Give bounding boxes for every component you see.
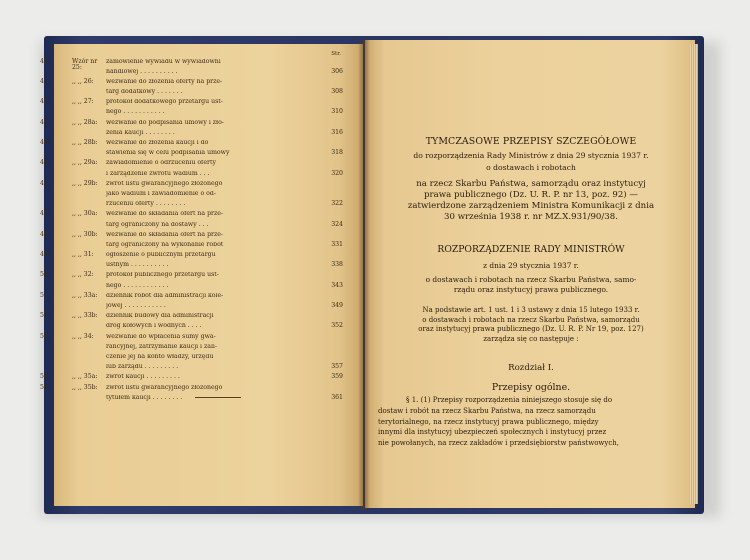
- toc-row: [40, 140, 345, 160]
- approval-paragraph: na rzecz Skarbu Państwa, samorządu oraz instytucyj prawa publicznego (Dz. U. R. P. nr 13, poz. 92) — zatwierdzone zarządzeniem Ministra Komunikacji z dnia 30 września 1938 r. nr MZ.X.931/90/38.: [407, 179, 655, 222]
- toc-row-number: 53.: [40, 332, 50, 340]
- toc-row: [40, 272, 345, 292]
- toc-row-page: 331: [331, 240, 343, 248]
- toc-row-description: protokół publicznego przetargu ust- nego . . . . . . . . . . . .: [106, 272, 219, 289]
- toc-end-rule: [195, 397, 241, 398]
- toc-row: [40, 211, 345, 231]
- toc-row-form: ,, ,, 33b:: [72, 312, 98, 320]
- toc-row: [40, 160, 345, 180]
- toc-row-description: zwrot listu gwarancyjnego złożonego jako wadium i zawiadomienie o od- rzuceniu oferty . . . . . . . .: [106, 180, 223, 208]
- toc-row: [40, 293, 345, 313]
- ordinance-title: o dostawach i robotach na rzecz Skarbu Państwa, samo- rządu oraz instytucyj prawa publicznego.: [425, 275, 637, 295]
- toc-row-page: 308: [331, 88, 343, 96]
- toc-row: [40, 313, 345, 333]
- toc-row-number: 55.: [40, 383, 50, 391]
- chapter-title: Przepisy ogólne.: [491, 382, 571, 393]
- paragraph-1: § 1. (1) Przepisy rozporządzenia niniejszego stosuje się do dostaw i robót na rzecz Skarbu Państwa, na rzecz samorządu terytorialnego, na rzecz instytucyj prawa publicznego, między innymi dla instytucyj ubezpieczeń społecznych i instytucyj przez nie powołanych, na rzecz zakładów i przedsiębiorstw państwowych,: [378, 396, 620, 448]
- toc-row-form: ,, ,, 28a:: [72, 118, 98, 126]
- toc-row-page: 338: [331, 261, 343, 269]
- toc-row-form: ,, ,, 35b:: [72, 383, 98, 391]
- toc-row-page: 343: [331, 281, 343, 289]
- toc-row-description: dziennik robót dla administracji kole- jowej . . . . . . . . . . .: [106, 292, 224, 309]
- toc-row-form: Wzór nr 25:: [72, 57, 98, 71]
- toc-row: [40, 181, 345, 212]
- toc-row-number: 49.: [40, 251, 50, 259]
- toc-row: [40, 79, 345, 99]
- toc-row-page: 361: [331, 393, 343, 401]
- toc-row: [40, 120, 345, 140]
- toc-row-number: 44.: [40, 139, 50, 146]
- toc-row-form: ,, ,, 26:: [72, 77, 94, 85]
- toc-row-page: 306: [331, 67, 343, 75]
- toc-row-page: 320: [331, 169, 343, 177]
- toc-row-page: 352: [331, 322, 343, 330]
- toc-row-number: 41.: [40, 77, 50, 85]
- toc-row-number: 45.: [40, 159, 50, 167]
- heading-sub-1: do rozporządzenia Rady Ministrów z dnia 29 stycznia 1937 r.: [413, 151, 649, 160]
- toc-row-form: ,, ,, 32:: [72, 271, 94, 279]
- toc-row-form: ,, ,, 29b:: [72, 179, 98, 187]
- toc-row-page: 359: [331, 373, 343, 381]
- toc-row-form: ,, ,, 35a:: [72, 373, 98, 381]
- toc-row: [40, 252, 345, 272]
- toc-row-description: zwrot kaucji . . . . . . . . .: [106, 374, 180, 381]
- toc-row-form: ,, ,, 31:: [72, 251, 94, 259]
- toc-row-form: ,, ,, 27:: [72, 98, 94, 106]
- toc-row-page: 357: [331, 363, 343, 371]
- toc-row-number: 48.: [40, 230, 50, 238]
- toc-row-form: ,, ,, 28b:: [72, 139, 98, 146]
- toc-row-number: 52.: [40, 312, 50, 320]
- page-edges: [690, 44, 698, 504]
- toc-row-form: ,, ,, 33a:: [72, 291, 98, 299]
- toc-row-page: 310: [331, 108, 343, 116]
- toc-row-description: dziennik budowy dla administracji dróg kołowych i wodnych . . . .: [106, 313, 214, 330]
- toc-row-page: 322: [331, 200, 343, 208]
- table-of-forms: [40, 52, 345, 405]
- toc-row-description: zamówienie wywiadu w wywiadowni handlowej . . . . . . . . . .: [106, 58, 221, 75]
- toc-row-form: ,, ,, 30b:: [72, 230, 98, 238]
- toc-row-description: wezwanie do podpisania umowy i zło- żenia kaucji . . . . . . . .: [106, 119, 224, 136]
- toc-row-number: 46.: [40, 179, 50, 187]
- toc-row-description: wezwanie do składania ofert na prze- targ ograniczony na dostawy . . .: [106, 211, 223, 228]
- toc-page-header: Str.: [331, 51, 341, 57]
- toc-row: [40, 334, 345, 375]
- toc-row-description: zwrot listu gwarancyjnego złożonego tytułem kaucji . . . . . . . .: [106, 384, 223, 401]
- chapter-number: Rozdział I.: [508, 363, 554, 373]
- toc-row: [40, 99, 345, 119]
- heading-provisional-regulations: TYMCZASOWE PRZEPISY SZCZEGÓŁOWE: [425, 136, 637, 147]
- toc-row-page: 349: [331, 302, 343, 309]
- legal-basis: Na podstawie art. 1 ust. 1 i 3 ustawy z dnia 15 lutego 1933 r. o dostawach i robotach na rzecz Skarbu Państwa, samorządu oraz instytucyj prawa publicznego (Dz. U. R. P. Nr 19, poz. 127) zarządza się co następuje :: [418, 306, 644, 343]
- toc-row-description: wezwanie do wpłacenia sumy gwa- rancyjnej, zatrzymanie kaucji i zali- czenie jej na konto władzy, urzędu lub zarządu . . . . . . . . .: [106, 333, 218, 371]
- book-gutter: [358, 40, 370, 510]
- toc-row: [40, 59, 345, 79]
- toc-row-description: wezwanie do złożenia oferty na prze- targ dodatkowy . . . . . . .: [106, 78, 223, 96]
- toc-row-form: ,, ,, 30a:: [72, 210, 98, 218]
- ordinance-date: z dnia 29 stycznia 1937 r.: [483, 261, 579, 270]
- toc-row-description: wezwanie do składania ofert na prze- targ ograniczony na wykonanie robót: [106, 231, 224, 248]
- toc-row-description: protokół dodatkowego przetargu ust- nego . . . . . . . . . . .: [106, 99, 223, 116]
- toc-row-number: 51.: [40, 291, 50, 299]
- toc-row: [40, 232, 345, 252]
- toc-row-page: 318: [331, 149, 343, 157]
- toc-row-description: ogłoszenie o publicznym przetargu ustnym . . . . . . . . . .: [106, 252, 216, 269]
- toc-row: [40, 385, 345, 405]
- toc-row-page: 324: [331, 220, 343, 228]
- toc-row-number: 54.: [40, 373, 50, 381]
- toc-row-number: 43.: [40, 118, 50, 126]
- toc-row-form: ,, ,, 29a:: [72, 159, 98, 167]
- toc-row-number: 50.: [40, 271, 50, 279]
- heading-ordinance: ROZPORZĄDZENIE RADY MINISTRÓW: [437, 244, 625, 255]
- toc-row-page: 316: [331, 128, 343, 136]
- toc-row-number: 42.: [40, 98, 50, 106]
- toc-row-description: zawiadomienie o odrzuceniu oferty i zarządzenie zwrotu wadium . . .: [106, 160, 216, 177]
- toc-row-form: ,, ,, 34:: [72, 332, 94, 340]
- toc-row-number: 47.: [40, 210, 50, 218]
- toc-row-number: 40.: [40, 57, 50, 65]
- heading-sub-2: o dostawach i robotach: [486, 163, 576, 172]
- toc-row: [40, 374, 345, 384]
- toc-row-description: wezwanie do złożenia kaucji i do stawienia się w celu podpisania umowy: [106, 140, 230, 157]
